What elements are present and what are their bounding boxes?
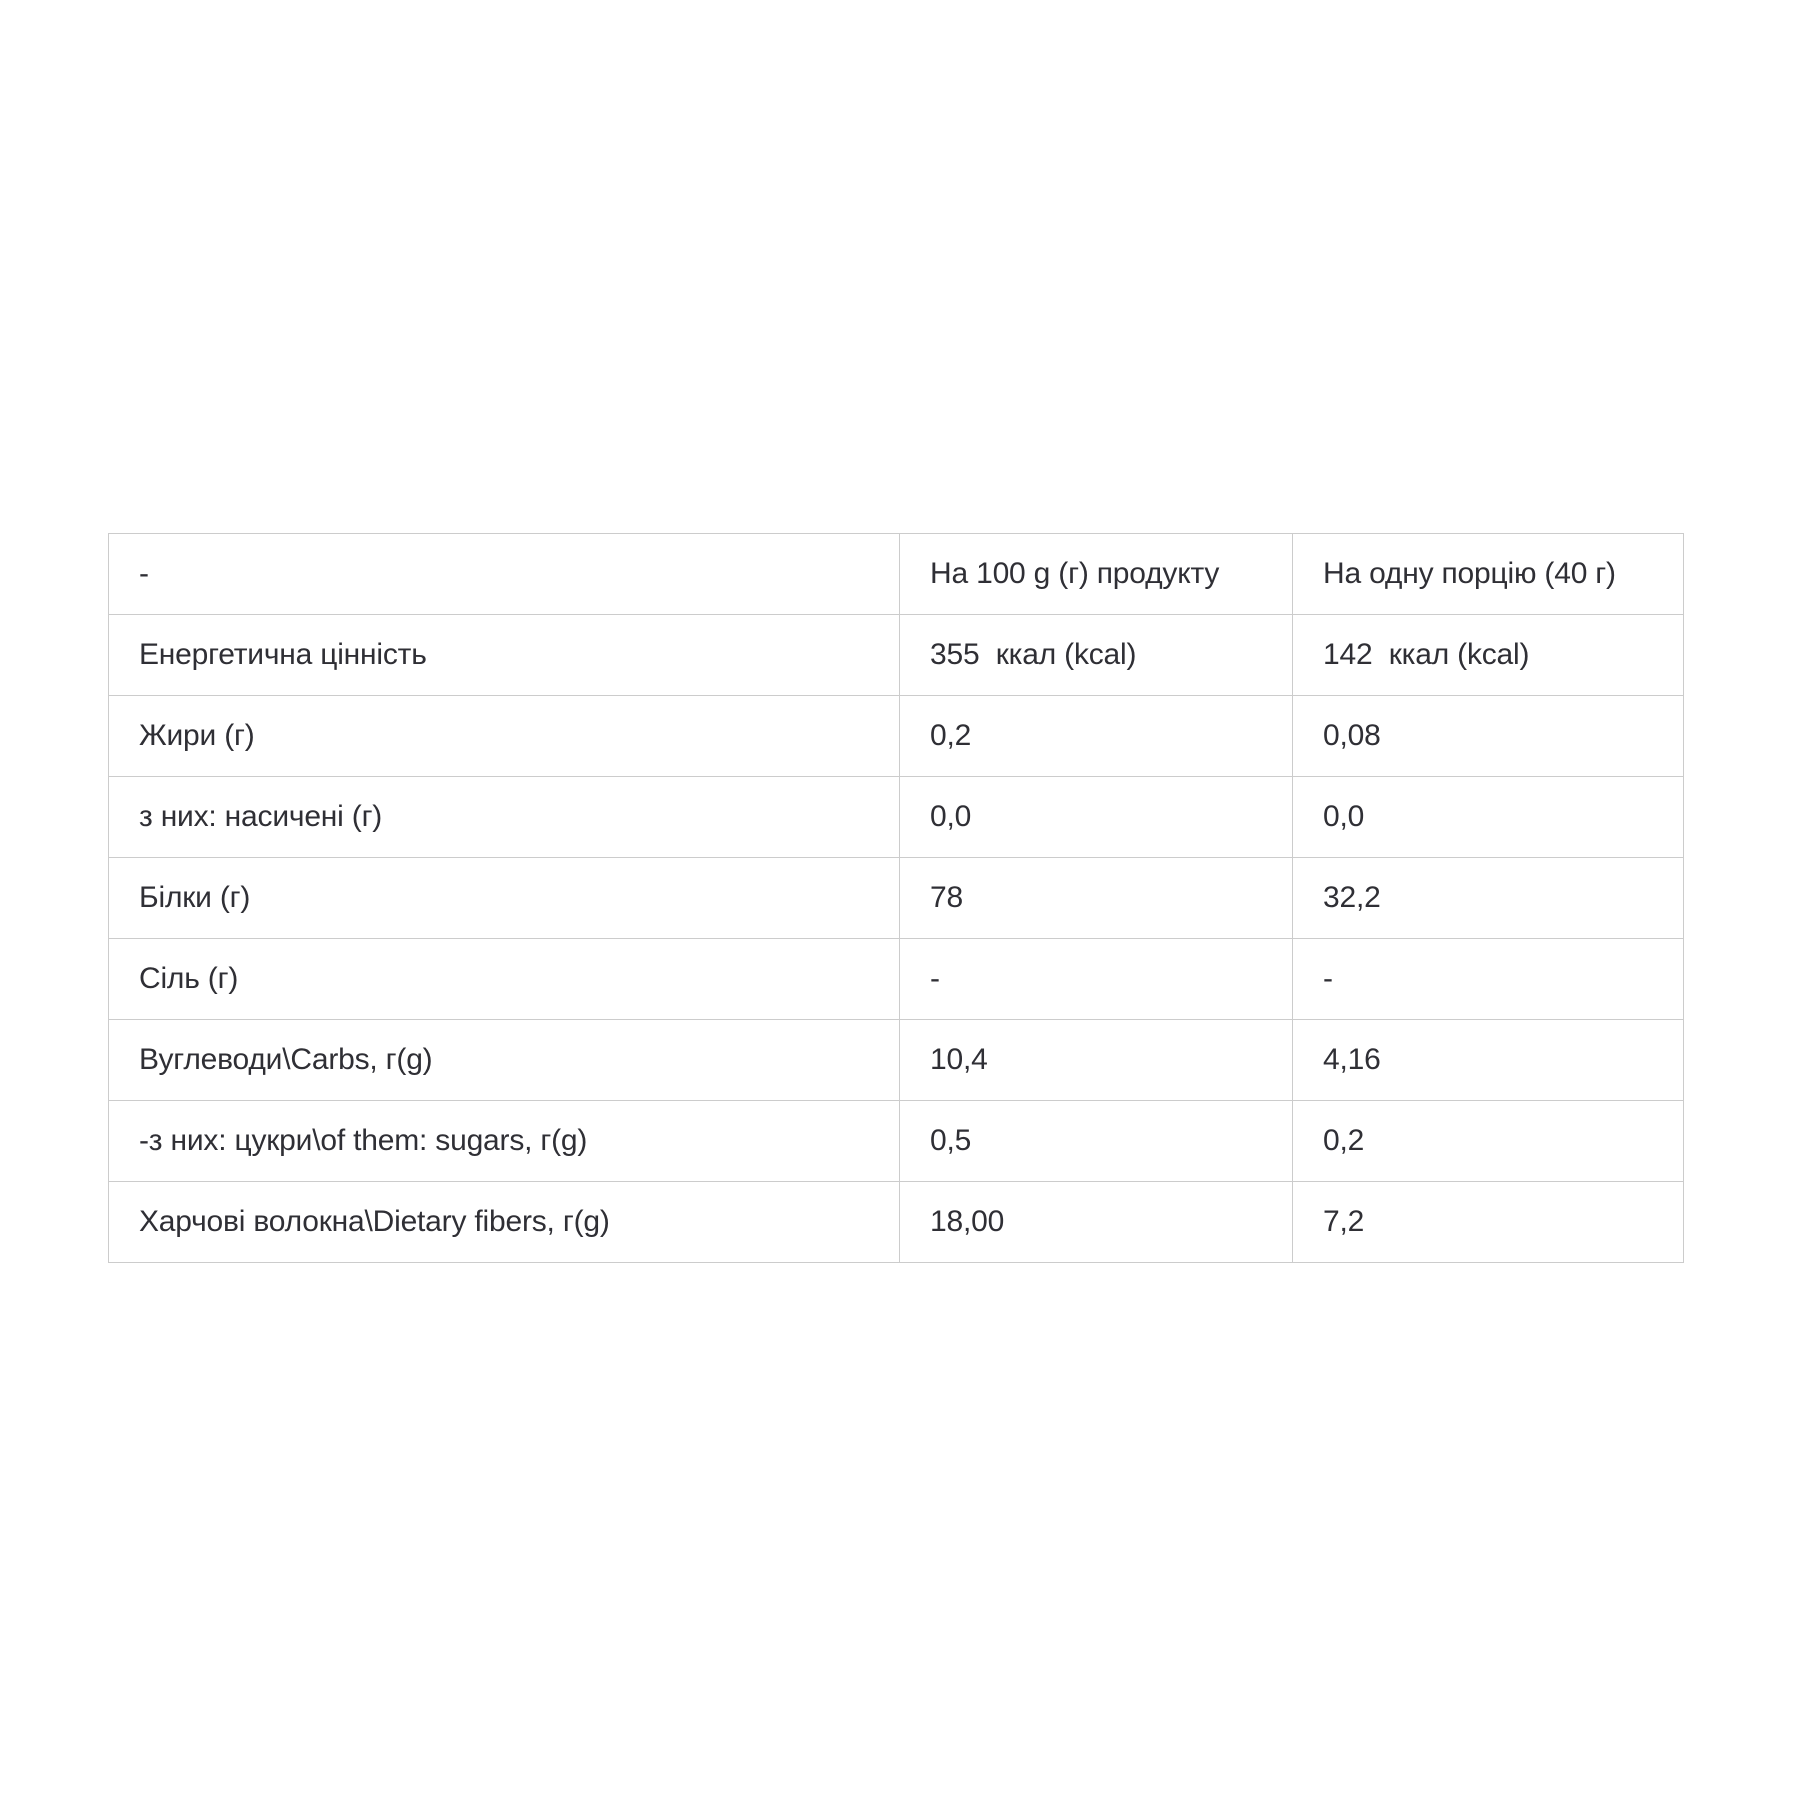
table-row-fibers [109, 1182, 1684, 1263]
row-per100-cell: 0,5 [900, 1101, 1293, 1182]
header-per100-cell: На 100 g (г) продукту [900, 534, 1293, 615]
row-per100-cell: - [900, 939, 1293, 1020]
row-portion-cell: 0,2 [1293, 1101, 1684, 1182]
row-label-cell: -з них: цукри\of them: sugars, г(g) [109, 1101, 900, 1182]
row-label-cell: Вуглеводи\Carbs, г(g) [109, 1020, 900, 1101]
row-portion-cell: 32,2 [1293, 858, 1684, 939]
row-label-cell: Сіль (г) [109, 939, 900, 1020]
table-row-fats [109, 696, 1684, 777]
row-per100-cell: 18,00 [900, 1182, 1293, 1263]
row-portion-cell: 0,0 [1293, 777, 1684, 858]
table-row-salt [109, 939, 1684, 1020]
table-row-carbs [109, 1020, 1684, 1101]
row-portion-cell: 4,16 [1293, 1020, 1684, 1101]
header-label-cell: - [109, 534, 900, 615]
row-portion-cell: - [1293, 939, 1684, 1020]
nutrition-header-row [109, 534, 1684, 615]
row-portion-cell: 7,2 [1293, 1182, 1684, 1263]
nutrition-table [108, 533, 1684, 1263]
table-row-energy [109, 615, 1684, 696]
row-per100-cell: 0,0 [900, 777, 1293, 858]
table-row-sugars [109, 1101, 1684, 1182]
header-portion-cell: На одну порцію (40 г) [1293, 534, 1684, 615]
row-label-cell: Жири (г) [109, 696, 900, 777]
row-per100-cell: 355 ккал (kcal) [900, 615, 1293, 696]
table-row-saturates [109, 777, 1684, 858]
row-per100-cell: 0,2 [900, 696, 1293, 777]
row-portion-cell: 0,08 [1293, 696, 1684, 777]
row-label-cell: з них: насичені (г) [109, 777, 900, 858]
row-label-cell: Білки (г) [109, 858, 900, 939]
row-label-cell: Харчові волокна\Dietary fibers, г(g) [109, 1182, 900, 1263]
row-per100-cell: 10,4 [900, 1020, 1293, 1101]
row-portion-cell: 142 ккал (kcal) [1293, 615, 1684, 696]
row-label-cell: Енергетична цінність [109, 615, 900, 696]
row-per100-cell: 78 [900, 858, 1293, 939]
table-row-protein [109, 858, 1684, 939]
